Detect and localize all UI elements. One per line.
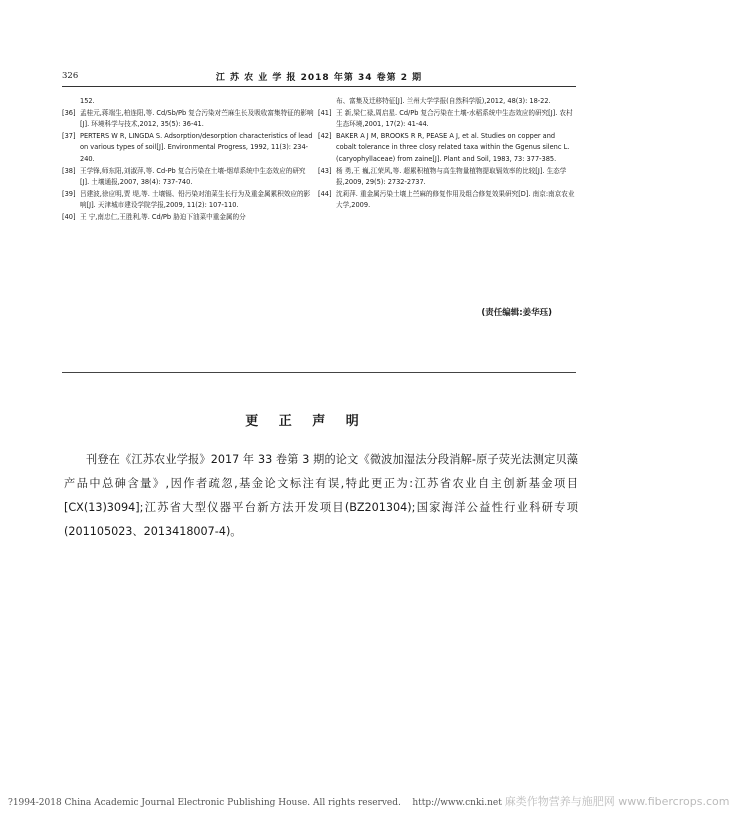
copyright-notice: ?1994-2018 China Academic Journal Electronic Publishing House. All rights reserved. xyxy=(8,798,401,808)
reference-item: [43] 杨 勇,王 巍,江荣风,等. 超累积植物与高生物量植物提取镉效率的比较[J]. 生态学报,2009, 29(5): 2732-2737. xyxy=(318,166,567,187)
reference-item: 152. xyxy=(80,97,95,105)
references-left-column xyxy=(62,96,314,224)
cnki-url[interactable]: http://www.cnki.net xyxy=(412,798,502,808)
reference-item: [40] 王 宁,南忠仁,王胜利,等. Cd/Pb 胁迫下油菜中重金属的分 xyxy=(62,212,246,221)
references-right-column xyxy=(318,96,576,212)
reference-item: [41] 王 新,梁仁禄,周启星. Cd/Pb 复合污染在土壤-水稻系统中生态效应的研究[J]. 农村生态环境,2001, 17(2): 41-44. xyxy=(318,108,573,129)
page-footer xyxy=(8,793,729,809)
editor-note: (责任编辑:姜华珏) xyxy=(481,308,552,318)
reference-item: [39] 吕建波,徐应明,贾 堤,等. 土壤镉、铅污染对油菜生长行为及重金属累积效应的影响[J]. 天津城市建设学院学报,2009, 11(2): 107-110. xyxy=(62,189,311,210)
reference-item: [44] 沈莉萍. 重金属污染土壤上苎麻的修复作用及组合修复效果研究[D]. 南京:南京农业大学,2009. xyxy=(318,189,575,210)
reference-item: 布、富集及迁移特征[J]. 兰州大学学报(自然科学版),2012, 48(3): 18-22. xyxy=(336,97,551,105)
correction-title: 更 正 声 明 xyxy=(245,414,367,429)
section-divider xyxy=(62,372,576,373)
page-header xyxy=(62,68,576,84)
correction-body: 刊登在《江苏农业学报》2017 年 33 卷第 3 期的论文《微波加湿法分段消解-原子荧光法测定贝藻产品中总砷含量》,因作者疏忽,基金论文标注有误,特此更正为:江苏省农业自主创新基金项目[CX(13)3094];江苏省大型仪器平台新方法开发项目(BZ201304);国家海洋公益性行业科研专项(201105023、2013418007-4)。 xyxy=(64,453,578,539)
reference-item: [36] 孟桂元,蒋端生,柏连阳,等. Cd/Sb/Pb 复合污染对苎麻生长及吸收富集特征的影响[J]. 环境科学与技术,2012, 35(5): 36-41. xyxy=(62,108,314,129)
reference-item: [42] BAKER A J M, BROOKS R R, PEASE A J, et al. Studies on copper and cobalt tolerance in three closy related taxa within the Ggenus silenc L. (caryophyllaceae) from zaine[J]. Plant and Soil, 1983, 73: 377-385. xyxy=(318,131,570,163)
page-number: 326 xyxy=(62,71,79,81)
site-watermark: 麻类作物营养与施肥网 www.fibercrops.com xyxy=(504,795,729,808)
header-divider xyxy=(62,86,576,87)
journal-running-title: 江 苏 农 业 学 报 2018 年第 34 卷第 2 期 xyxy=(215,73,423,83)
reference-item: [38] 王学锋,师东阳,刘淑萍,等. Cd-Pb 复合污染在土壤-烟草系统中生态效应的研究[J]. 土壤通报,2007, 38(4): 737-740. xyxy=(62,166,306,187)
reference-item: [37] PERTERS W R, LINGDA S. Adsorption/desorption characteristics of lead on various types of soil[J]. Environmental Progress, 1992, 11(3): 234-240. xyxy=(62,131,313,163)
